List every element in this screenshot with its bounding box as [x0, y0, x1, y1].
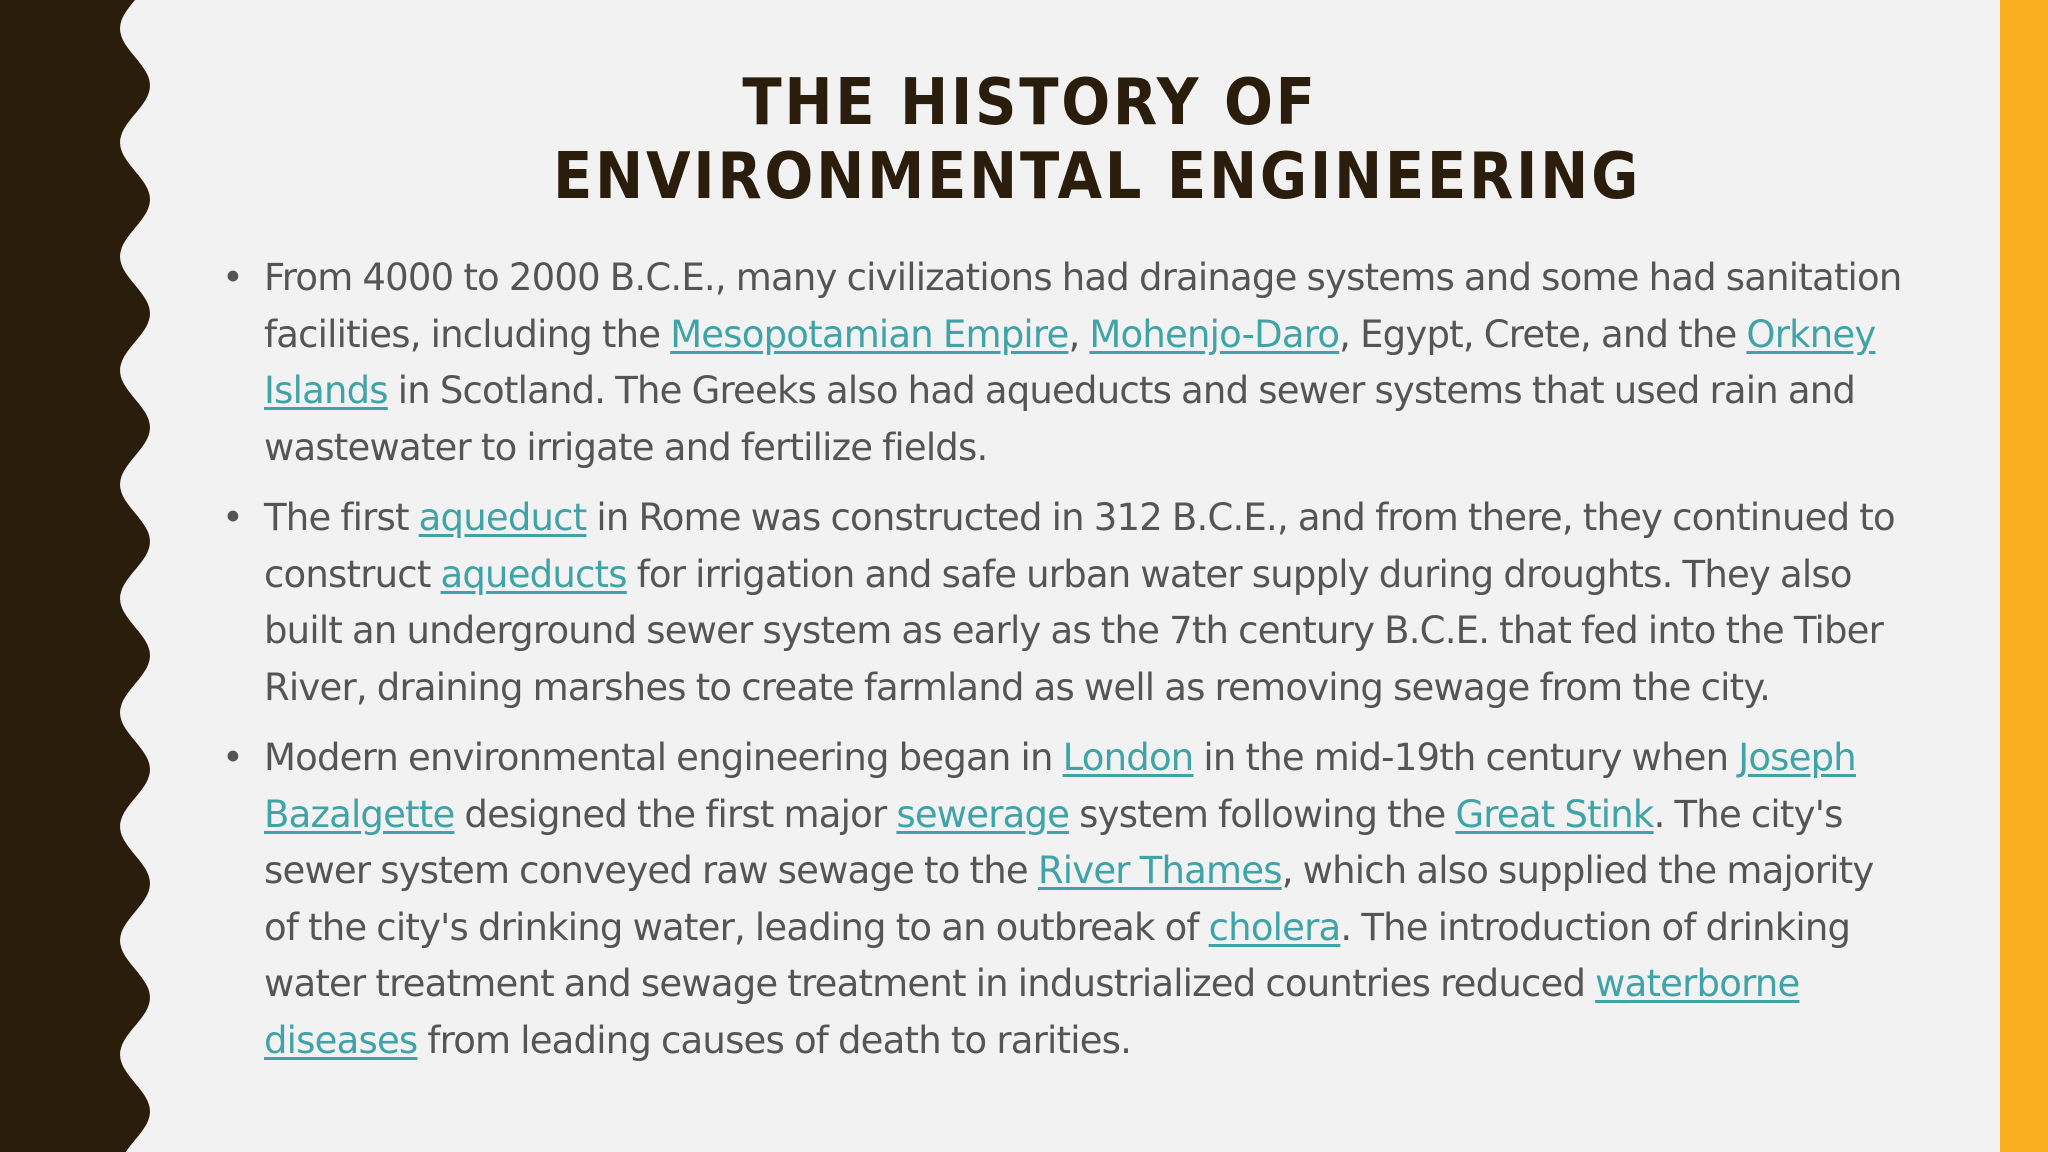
bullet-item-2: [264, 490, 1914, 716]
bullet-text: Modern environmental engineering began in: [264, 736, 1063, 779]
bullet-text: from leading causes of death to rarities.: [417, 1018, 1132, 1062]
bullet-text: , Egypt, Crete, and the: [1339, 312, 1747, 356]
hyperlink-aqueduct[interactable]: aqueduct: [418, 496, 587, 539]
bullet-text: designed the first major: [454, 792, 897, 836]
hyperlink-cholera[interactable]: cholera: [1208, 905, 1341, 949]
accent-bar: [2000, 0, 2048, 1152]
slide-title: [553, 66, 1642, 214]
hyperlink-sewerage[interactable]: sewerage: [896, 792, 1070, 836]
bullet-text: in Rome was constructed in 312 B.C.E., and from there, they continued to construct: [264, 496, 1895, 596]
bullet-text: , which also supplied the majority of the city's drinking water, leading to an outbreak of: [264, 849, 1874, 949]
hyperlink-aqueducts[interactable]: aqueducts: [440, 552, 627, 596]
hyperlink-orkney-islands[interactable]: Orkney Islands: [264, 312, 1876, 412]
bullet-item-3: [264, 730, 1914, 1069]
hyperlink-mesopotamian-empire[interactable]: Mesopotamian Empire: [670, 312, 1069, 356]
bullet-text: system following the: [1069, 792, 1456, 836]
hyperlink-river-thames[interactable]: River Thames: [1037, 849, 1282, 892]
bullet-text: ,: [1068, 312, 1090, 356]
bullet-text: . The introduction of drinking water treatment and sewage treatment in industrialized countries reduced: [264, 905, 1851, 1005]
bullet-list: [264, 250, 1914, 1083]
bullet-item-1: [264, 250, 1914, 476]
bullet-text: The first: [264, 496, 419, 539]
bullet-text: . The city's sewer system conveyed raw sewage to the: [264, 792, 1843, 892]
hyperlink-great-stink[interactable]: Great Stink: [1455, 792, 1654, 836]
bullet-text: for irrigation and safe urban water supply during droughts. They also built an underground sewer system as early as the 7th century B.C.E. that fed into the Tiber River, draining marshes to create farmland as well as removing sewage from the city.: [264, 552, 1884, 709]
hyperlink-waterborne-diseases[interactable]: waterborne diseases: [264, 962, 1800, 1062]
wavy-border-decoration: [0, 0, 160, 1152]
bullet-text: From 4000 to 2000 B.C.E., many civilizations had drainage systems and some had sanitation facilities, including the: [264, 256, 1902, 356]
bullet-text: in the mid-19th century when: [1193, 736, 1739, 779]
title-line-1: THE HISTORY OF: [742, 66, 1318, 140]
bullet-text: in Scotland. The Greeks also had aqueducts and sewer systems that used rain and wastewater to irrigate and fertilize fields.: [264, 369, 1856, 469]
hyperlink-joseph-bazalgette[interactable]: Joseph Bazalgette: [264, 736, 1856, 836]
title-line-2: ENVIRONMENTAL ENGINEERING: [553, 140, 1642, 214]
hyperlink-london[interactable]: London: [1062, 736, 1194, 779]
hyperlink-mohenjo-daro[interactable]: Mohenjo-Daro: [1089, 312, 1340, 356]
